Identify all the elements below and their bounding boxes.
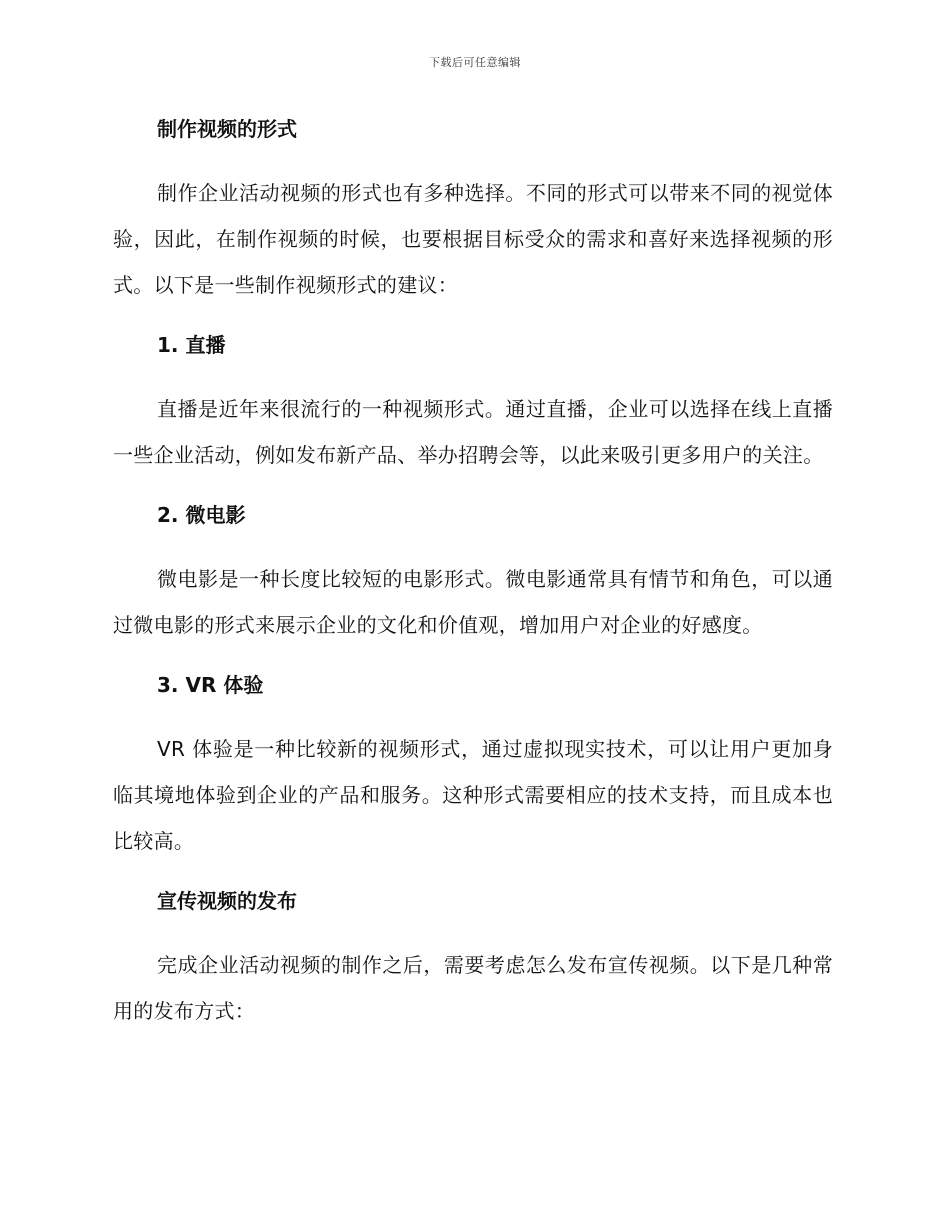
paragraph-vr: VR 体验是一种比较新的视频形式，通过虚拟现实技术，可以让用户更加身临其境地体验到企业的产品和服务。这种形式需要相应的技术支持，而且成本也比较高。 — [113, 737, 833, 853]
section-heading-video-forms: 制作视频的形式 — [157, 117, 297, 141]
section-heading-publishing: 宣传视频的发布 — [157, 889, 297, 913]
section-heading-vr: 3. VR 体验 — [157, 673, 264, 697]
paragraph-micro-film: 微电影是一种长度比较短的电影形式。微电影通常具有情节和角色，可以通过微电影的形式来展示企业的文化和价值观，增加用户对企业的好感度。 — [113, 567, 833, 637]
paragraph-video-forms: 制作企业活动视频的形式也有多种选择。不同的形式可以带来不同的视觉体验，因此，在制作视频的时候，也要根据目标受众的需求和喜好来选择视频的形式。以下是一些制作视频形式的建议： — [113, 181, 833, 297]
paragraph-live: 直播是近年来很流行的一种视频形式。通过直播，企业可以选择在线上直播一些企业活动，例如发布新产品、举办招聘会等，以此来吸引更多用户的关注。 — [113, 397, 833, 467]
paragraph-publishing: 完成企业活动视频的制作之后，需要考虑怎么发布宣传视频。以下是几种常用的发布方式： — [113, 953, 833, 1023]
document-body — [113, 112, 833, 1034]
header-note: 下载后可任意编辑 — [429, 56, 521, 69]
section-heading-micro-film: 2. 微电影 — [157, 503, 246, 527]
section-heading-live: 1. 直播 — [157, 333, 226, 357]
